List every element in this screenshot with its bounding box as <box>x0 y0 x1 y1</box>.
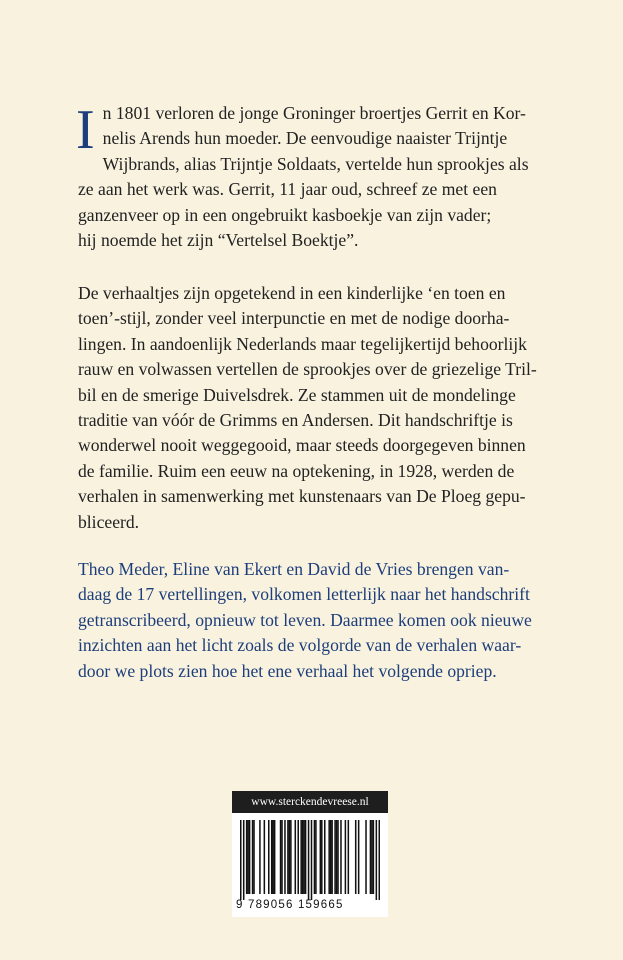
publisher-website: www.sterckendevreese.nl <box>232 791 388 813</box>
barcode-bar <box>320 820 322 894</box>
text-line: bliceerd. <box>78 511 140 532</box>
text-line: inzichten aan het licht zoals de volgorde van de verhalen waar- <box>78 635 522 656</box>
barcode-bar <box>300 820 302 894</box>
barcode-bar <box>253 820 255 894</box>
barcode-bar <box>274 820 276 894</box>
barcode-bar <box>358 820 360 894</box>
barcode-bar <box>246 820 248 894</box>
barcode-bar <box>376 820 378 900</box>
text-line: rauw en volwassen vertellen de sprookjes over de griezelige Tril- <box>78 359 537 380</box>
body-paragraph <box>78 281 558 535</box>
barcode-bar <box>302 820 304 894</box>
barcode-bar <box>371 820 373 894</box>
barcode-bar <box>324 820 326 894</box>
barcode-bar <box>311 820 313 900</box>
text-line: wonderwel nooit weggegooid, maar steeds doorgegeven binnen <box>78 435 526 456</box>
barcode-bar <box>337 820 339 894</box>
barcode-bar <box>334 820 336 894</box>
barcode-bar <box>315 820 317 894</box>
text-line: bil en de smerige Duivelsdrek. Ze stammen uit de mondelinge <box>78 384 516 405</box>
text-line: de familie. Ruim een eeuw na optekening, in 1928, werden de <box>78 460 515 481</box>
barcode-bar <box>345 820 347 894</box>
barcode-bar <box>271 820 273 894</box>
barcode-bar <box>308 820 310 900</box>
dropcap-letter: I <box>76 99 95 161</box>
barcode-bars <box>240 820 380 900</box>
barcode-bar <box>240 820 242 900</box>
text-line: toen’-stijl, zonder veel interpunctie en met de nodige doorha- <box>78 308 510 329</box>
text-line: hij noemde het zijn “Vertelsel Boektje”. <box>78 230 359 251</box>
isbn-number: 9 789056 159665 <box>236 899 344 911</box>
text-line: ze aan het werk was. Gerrit, 11 jaar oud, schreef ze met een <box>78 179 497 200</box>
text-line: ganzenveer op in een ongebruikt kasboekje van zijn vader; <box>78 204 492 225</box>
barcode-bar <box>330 820 332 894</box>
barcode-bar <box>331 820 333 894</box>
text-line: daag de 17 vertellingen, volkomen letterlijk naar het handschrift <box>78 584 530 605</box>
barcode-bar <box>340 820 342 894</box>
barcode-bar <box>287 820 289 894</box>
barcode-bar <box>247 820 249 894</box>
text-line: traditie van vóór de Grimms en Andersen. Dit handschriftje is <box>78 410 513 431</box>
barcode-bar <box>328 820 330 894</box>
barcode-bar <box>297 820 299 894</box>
barcode-bar <box>259 820 261 894</box>
barcode-bar <box>264 820 266 894</box>
barcode-bar <box>314 820 316 894</box>
barcode-bar <box>281 820 283 894</box>
barcode-bar <box>355 820 357 894</box>
barcode-bar <box>252 820 254 894</box>
barcode-bar <box>305 820 307 894</box>
authors-paragraph <box>78 557 558 684</box>
barcode-bar <box>365 820 367 894</box>
barcode-bar <box>303 820 305 894</box>
text-line: Theo Meder, Eline van Ekert en David de Vries brengen van- <box>78 559 510 579</box>
text-line: door we plots zien hoe het ene verhaal het volgende opriep. <box>78 660 497 681</box>
barcode-bar <box>243 820 245 900</box>
barcode-bar <box>336 820 338 894</box>
isbn-barcode-box <box>232 791 388 917</box>
text-line: verhalen in samenwerking met kunstenaars van De Ploeg gepu- <box>78 486 526 507</box>
barcode-bar <box>249 820 251 894</box>
barcode-bar <box>370 820 372 894</box>
barcode-bar <box>268 820 270 894</box>
barcode-bar <box>290 820 292 894</box>
barcode-bar <box>348 820 350 894</box>
intro-paragraph <box>78 101 558 253</box>
barcode-bar <box>272 820 274 894</box>
text-line: Wijbrands, alias Trijntje Soldaats, vertelde hun sprookjes als <box>102 153 529 174</box>
text-line: lingen. In aandoenlijk Nederlands maar tegelijkertijd behoorlijk <box>78 333 527 354</box>
barcode-bar <box>373 820 375 894</box>
text-line: De verhaaltjes zijn opgetekend in een kinderlijke ‘en toen en <box>78 283 506 303</box>
barcode-bar <box>280 820 282 894</box>
barcode-bar <box>289 820 291 894</box>
barcode-bar <box>295 820 297 894</box>
barcode-bar <box>379 820 380 900</box>
barcode-bar <box>284 820 286 894</box>
text-line: nelis Arends hun moeder. De eenvoudige naaister Trijntje <box>102 128 508 149</box>
barcode-bar <box>321 820 323 894</box>
text-line: n 1801 verloren de jonge Groninger broertjes Gerrit en Kor- <box>102 103 526 123</box>
text-line: getranscribeerd, opnieuw tot leven. Daarmee komen ook nieuwe <box>78 609 532 630</box>
